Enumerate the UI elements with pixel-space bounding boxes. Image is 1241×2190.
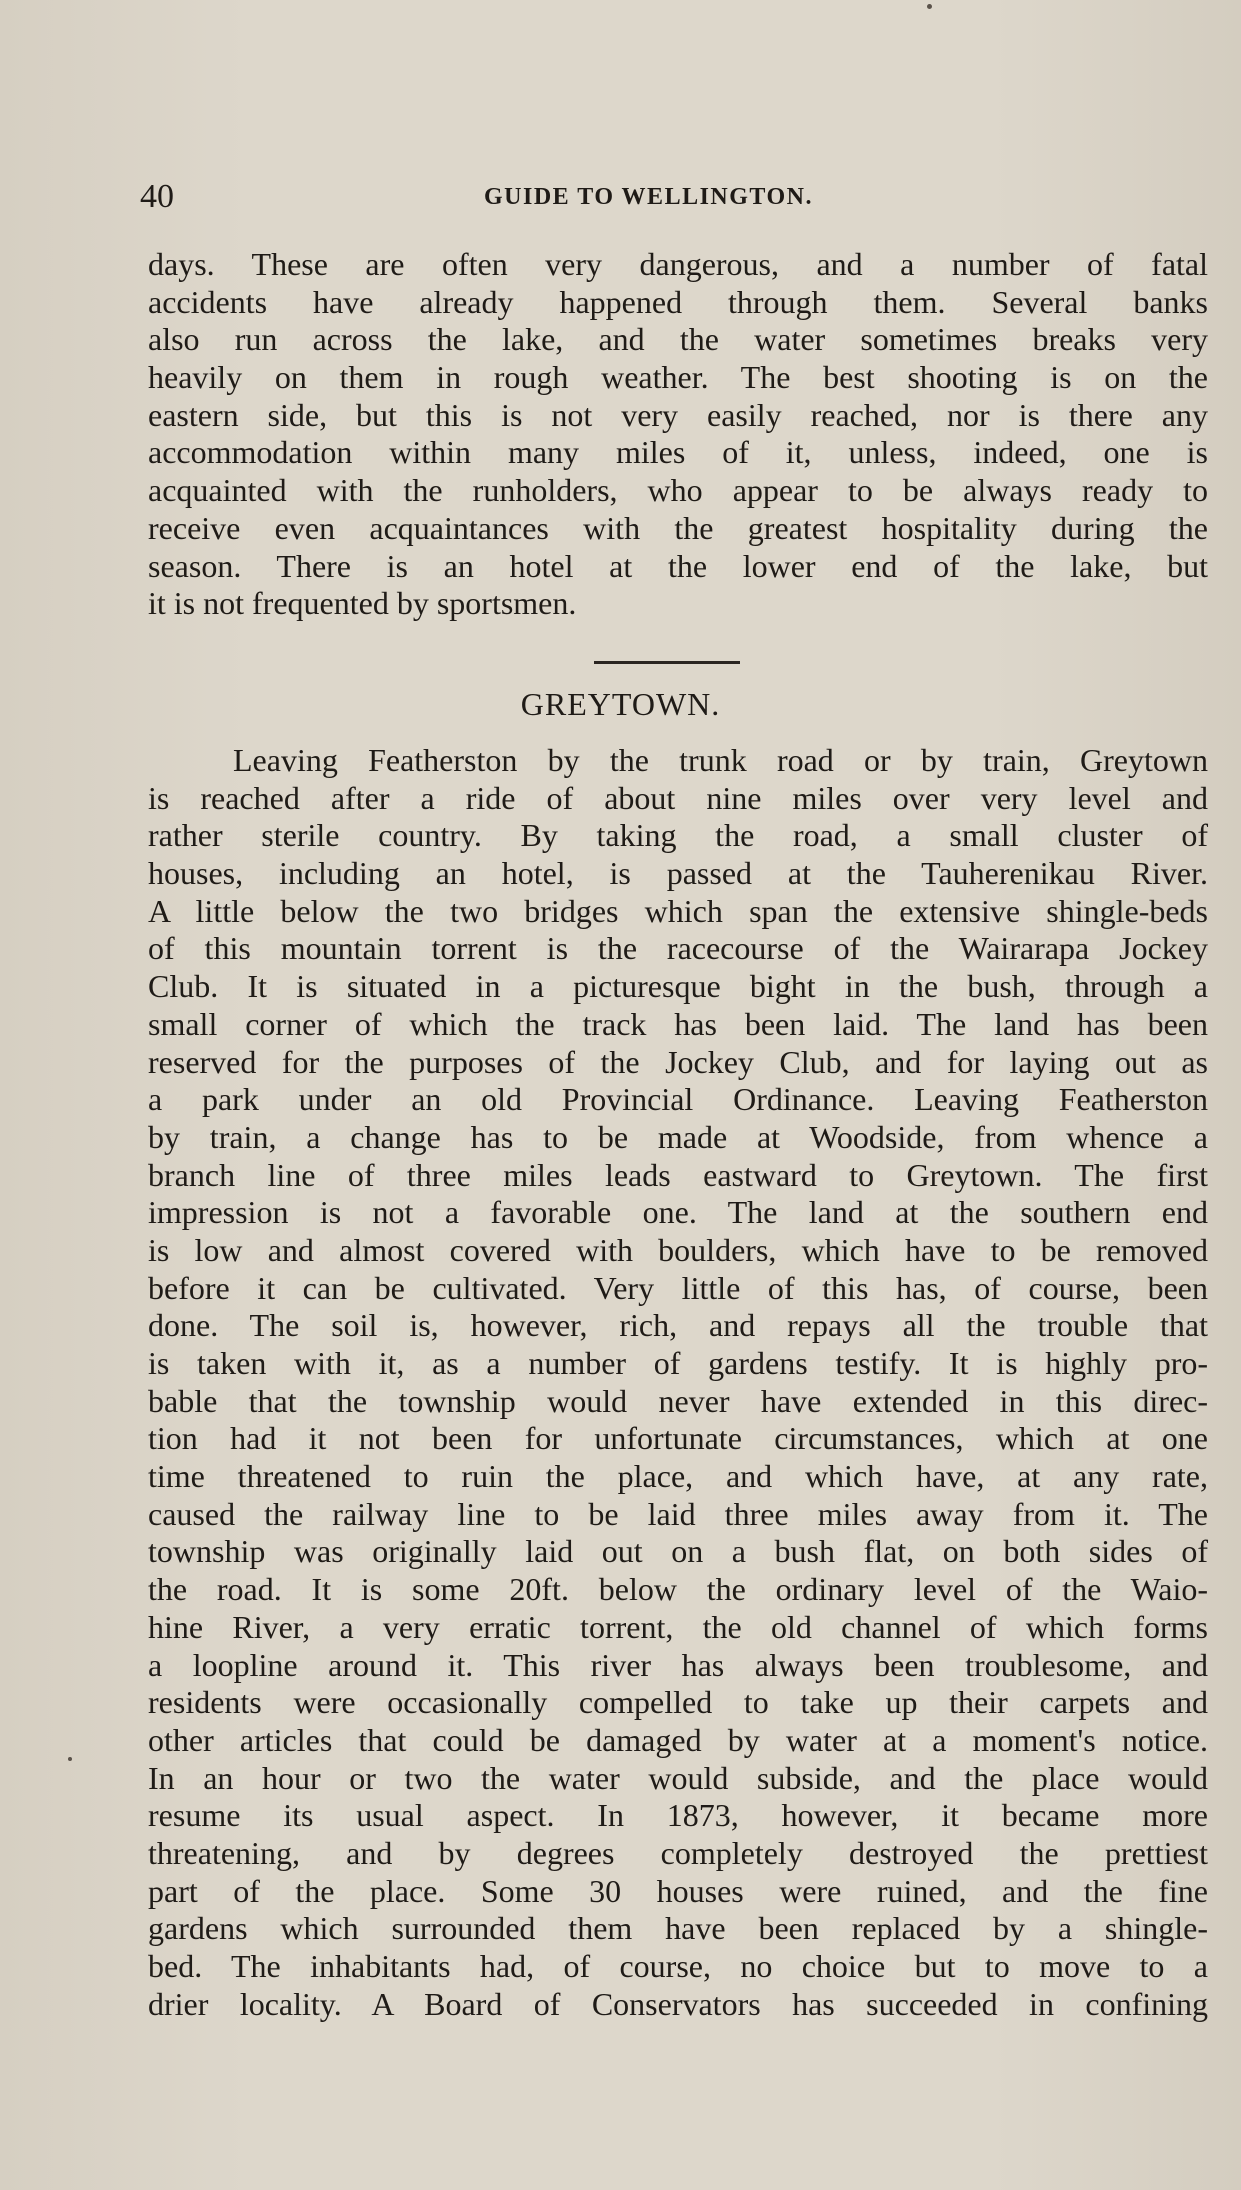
text-line: township was originally laid out on a bush flat, on both sides of (148, 1533, 1208, 1570)
text-line: houses, including an hotel, is passed at the Tauherenikau River. (148, 855, 1208, 892)
text-line: Leaving Featherston by the trunk road or by train, Greytown (233, 742, 1208, 778)
text-line: small corner of which the track has been laid. The land has been (148, 1005, 1208, 1042)
text-line: residents were occasionally compelled to take up their carpets and (148, 1684, 1208, 1721)
page-header (140, 178, 1205, 228)
text-line: accommodation within many miles of it, unless, indeed, one is (148, 434, 1208, 471)
text-line: A little below the two bridges which span the extensive shingle-beds (148, 892, 1208, 929)
text-line: by train, a change has to be made at Woodside, from whence a (148, 1118, 1208, 1155)
text-line: a loopline around it. This river has always been troublesome, and (148, 1646, 1208, 1683)
text-line: reserved for the purposes of the Jockey Club, and for laying out as (148, 1043, 1208, 1080)
section-divider-rule (594, 661, 740, 664)
text-line: of this mountain torrent is the racecourse of the Wairarapa Jockey (148, 930, 1208, 967)
text-line: part of the place. Some 30 houses were ruined, and the fine (148, 1872, 1208, 1909)
text-line: is reached after a ride of about nine miles over very level and (148, 779, 1208, 816)
text-line: tion had it not been for unfortunate circumstances, which at one (148, 1420, 1208, 1457)
paragraph-greytown (148, 742, 1208, 2023)
text-line: resume its usual aspect. In 1873, however, it became more (148, 1797, 1208, 1834)
text-line: other articles that could be damaged by water at a moment's notice. (148, 1721, 1208, 1758)
text-line: bable that the township would never have extended in this direc- (148, 1382, 1208, 1419)
text-line: days. These are often very dangerous, and a number of fatal (148, 246, 1208, 282)
text-line: accidents have already happened through them. Several banks (148, 283, 1208, 320)
text-line: threatening, and by degrees completely destroyed the prettiest (148, 1834, 1208, 1871)
text-line: rather sterile country. By taking the road, a small cluster of (148, 817, 1208, 854)
text-line: also run across the lake, and the water sometimes breaks very (148, 321, 1208, 358)
text-line: done. The soil is, however, rich, and repays all the trouble that (148, 1307, 1208, 1344)
text-line: In an hour or two the water would subside, and the place would (148, 1759, 1208, 1796)
text-line: impression is not a favorable one. The land at the southern end (148, 1194, 1208, 1231)
text-line: bed. The inhabitants had, of course, no choice but to move to a (148, 1948, 1208, 1984)
paper-speck (927, 4, 932, 9)
text-line: heavily on them in rough weather. The best shooting is on the (148, 359, 1208, 396)
paper-speck (68, 1757, 72, 1761)
text-line: acquainted with the runholders, who appear to be always ready to (148, 472, 1208, 509)
section-heading-greytown: GREYTOWN. (520, 686, 721, 722)
text-line: Club. It is situated in a picturesque bight in the bush, through a (148, 968, 1208, 1005)
text-line: a park under an old Provincial Ordinance. Leaving Featherston (148, 1081, 1208, 1118)
text-line: gardens which surrounded them have been replaced by a shingle- (148, 1910, 1208, 1947)
page-number: 40 (140, 178, 174, 215)
text-line: is low and almost covered with boulders, which have to be removed (148, 1231, 1208, 1268)
text-line: branch line of three miles leads eastward to Greytown. The first (148, 1156, 1208, 1193)
paragraph-lake-shooting (148, 246, 1208, 623)
text-line: receive even acquaintances with the greatest hospitality during the (148, 509, 1208, 546)
text-line: before it can be cultivated. Very little of this has, of course, been (148, 1269, 1208, 1306)
text-line: it is not frequented by sportsmen. (148, 585, 577, 622)
text-line: hine River, a very erratic torrent, the old channel of which forms (148, 1608, 1208, 1645)
text-line: season. There is an hotel at the lower end of the lake, but (148, 547, 1208, 584)
text-line: is taken with it, as a number of gardens testify. It is highly pro- (148, 1345, 1208, 1381)
text-line: drier locality. A Board of Conservators has succeeded in confining (148, 1985, 1208, 2022)
running-title: GUIDE TO WELLINGTON. (484, 184, 813, 210)
text-line: caused the railway line to be laid three miles away from it. The (148, 1495, 1208, 1532)
text-line: time threatened to ruin the place, and which have, at any rate, (148, 1458, 1208, 1495)
text-line: the road. It is some 20ft. below the ordinary level of the Waio- (148, 1571, 1208, 1608)
text-line: eastern side, but this is not very easily reached, nor is there any (148, 396, 1208, 433)
